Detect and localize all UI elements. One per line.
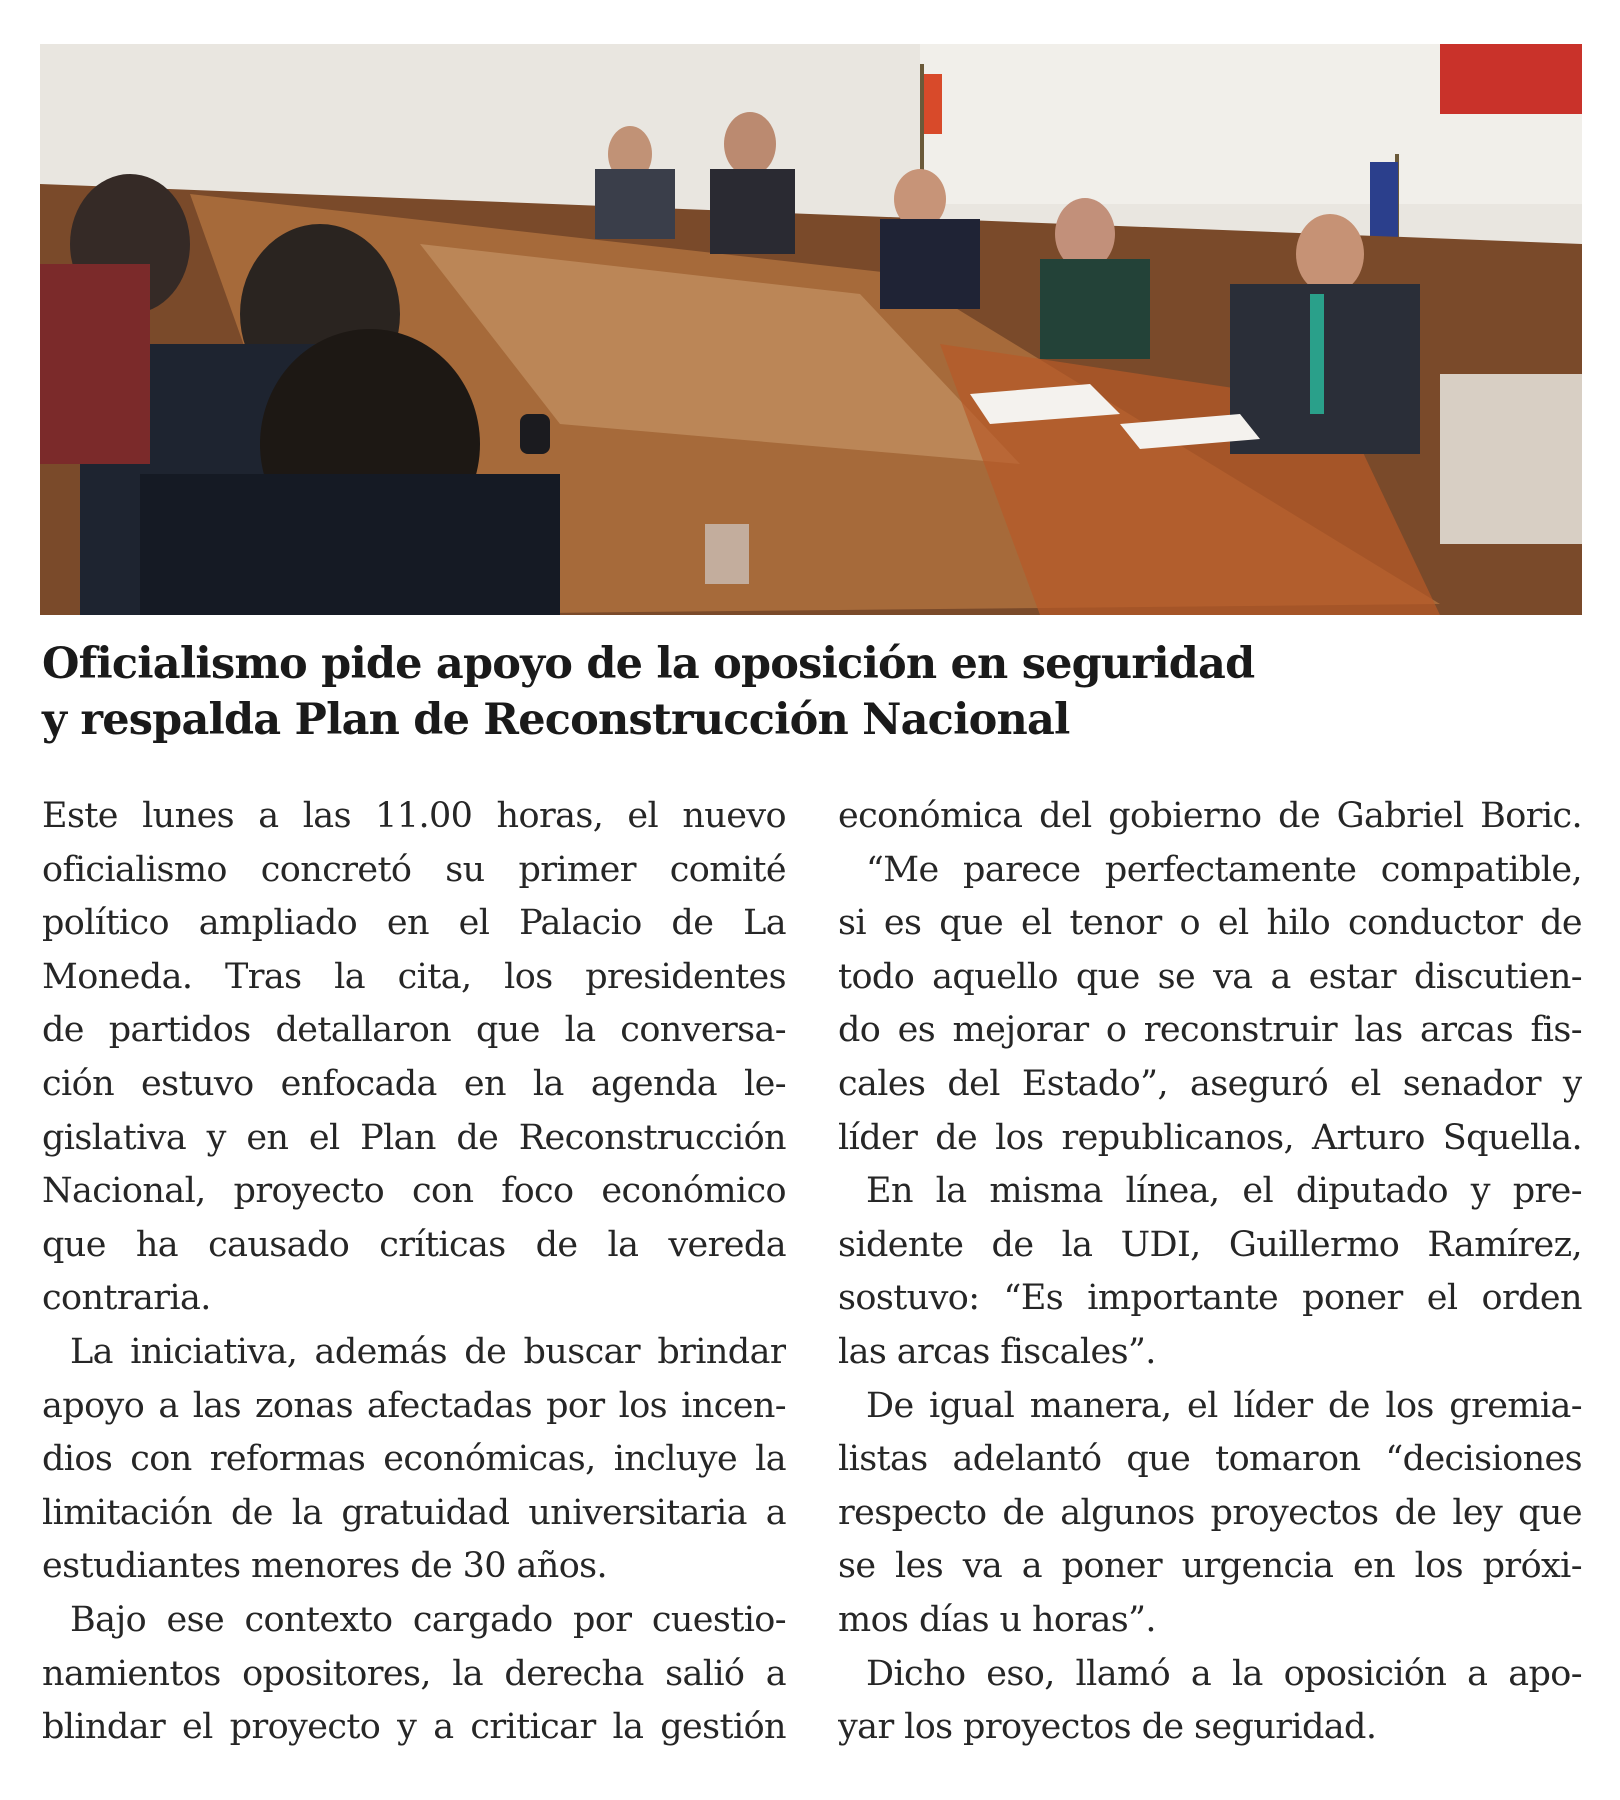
body-line: oficialismo concretó su primer comité — [42, 849, 786, 890]
body-line: de partidos detallaron que la conversa- — [42, 1010, 786, 1051]
article-column-left — [42, 790, 786, 1755]
article-column-right — [838, 790, 1582, 1755]
body-line: sostuvo: “Es importante poner el orden — [838, 1278, 1582, 1319]
body-line: que ha causado críticas de la vereda — [42, 1224, 786, 1265]
body-line: apoyo a las zonas afectadas por los incen- — [42, 1385, 786, 1426]
body-line: económica del gobierno de Gabriel Boric. — [838, 796, 1582, 836]
body-line: estudiantes menores de 30 años. — [42, 1546, 608, 1587]
body-line: namientos opositores, la derecha salió a — [42, 1653, 786, 1694]
body-line: político ampliado en el Palacio de La — [42, 903, 786, 944]
body-line: sidente de la UDI, Guillermo Ramírez, — [838, 1224, 1582, 1265]
body-line: Este lunes a las 11.00 horas, el nuevo — [42, 796, 786, 836]
meeting-room-photo — [40, 44, 1582, 615]
body-line: contraria. — [42, 1278, 211, 1319]
body-line: líder de los republicanos, Arturo Squella. — [838, 1117, 1582, 1158]
body-line: Moneda. Tras la cita, los presidentes — [42, 956, 786, 997]
body-line: listas adelantó que tomaron “decisiones — [838, 1439, 1582, 1480]
body-line: Bajo ese contexto cargado por cuestio- — [70, 1599, 786, 1640]
body-line: ción estuvo enfocada en la agenda le- — [42, 1063, 786, 1104]
body-line: se les va a poner urgencia en los próxi- — [838, 1546, 1582, 1587]
news-photo — [40, 44, 1582, 615]
body-line: si es que el tenor o el hilo conductor de — [838, 903, 1582, 944]
body-line: La iniciativa, además de buscar brindar — [70, 1331, 786, 1372]
body-line: Nacional, proyecto con foco económico — [42, 1171, 786, 1212]
body-line: respecto de algunos proyectos de ley que — [838, 1492, 1582, 1533]
body-line: En la misma línea, el diputado y pre- — [866, 1171, 1582, 1212]
body-line: todo aquello que se va a estar discutien- — [838, 956, 1582, 997]
headline-line-2: y respalda Plan de Reconstrucción Nacional — [42, 695, 1070, 745]
body-line: De igual manera, el líder de los gremia- — [866, 1385, 1582, 1426]
body-line: limitación de la gratuidad universitaria a — [42, 1492, 786, 1533]
body-line: Dicho eso, llamó a la oposición a apo- — [866, 1653, 1582, 1694]
body-line: do es mejorar o reconstruir las arcas fis- — [838, 1010, 1582, 1051]
headline — [42, 636, 1562, 748]
body-line: mos días u horas”. — [838, 1599, 1156, 1640]
body-line: las arcas fiscales”. — [838, 1331, 1156, 1372]
body-line: yar los proyectos de seguridad. — [838, 1707, 1377, 1748]
body-line: blindar el proyecto y a criticar la gestión — [42, 1707, 786, 1748]
body-line: dios con reformas económicas, incluye la — [42, 1439, 786, 1480]
headline-line-1: Oficialismo pide apoyo de la oposición en seguridad — [42, 639, 1255, 689]
body-line: gislativa y en el Plan de Reconstrucción — [42, 1117, 786, 1158]
body-line: cales del Estado”, aseguró el senador y — [838, 1063, 1582, 1104]
body-line: “Me parece perfectamente compatible, — [866, 849, 1582, 890]
